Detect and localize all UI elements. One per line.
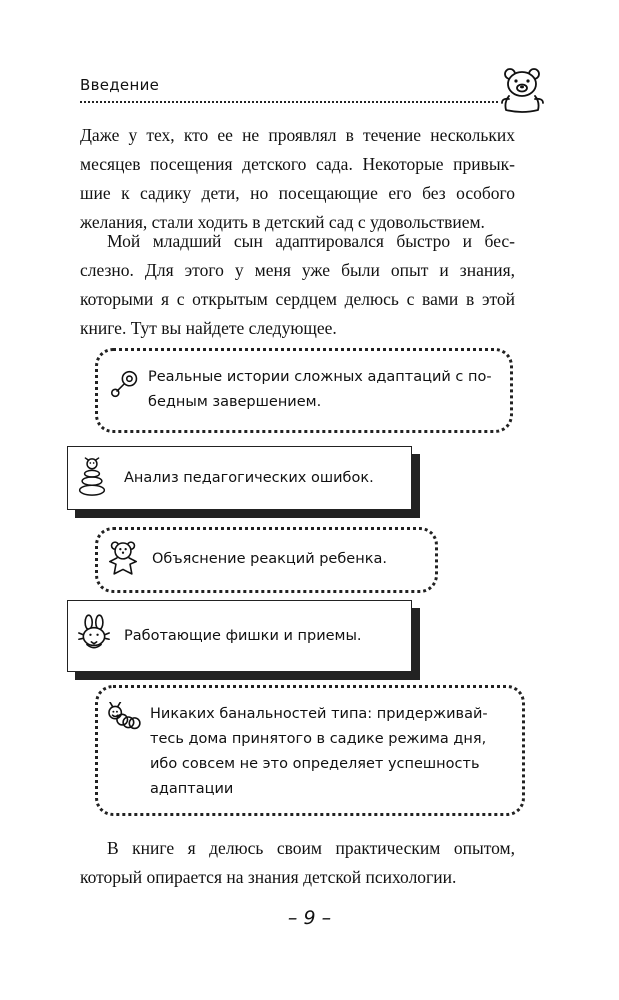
closing-paragraph: В книге я делюсь своим практическим опытом, который опирается на знания детской психологии. [80,838,515,887]
list-item [95,685,525,816]
list-item [67,446,412,510]
intro-paragraph: Мой младший сын адаптировался быстро и бес-слезно. Для этого у меня уже были опыт и знания, которыми я с открытым сердцем делюсь с вами в этой книге. Тут вы найдете следующее. [80,231,515,338]
list-item [95,527,438,593]
bunny-icon [78,613,110,653]
page-number: – 9 – [287,907,332,929]
bear-mascot-icon [500,66,546,114]
list-item [95,348,513,433]
intro-paragraph: Даже у тех, кто ее не проявлял в течение нескольких месяцев посещения детского сада. Некоторые привык-шие к садику дети, но посещающие его без особого желания, стали ходить в детский сад с удовольствием. [80,125,515,232]
teddy-bear-icon [108,538,138,578]
rattle-icon [110,369,140,399]
list-item-text: Анализ педагогических ошибок. [124,470,374,486]
list-item-text: Работающие фишки и приемы. [124,628,362,644]
list-item [67,600,412,672]
caterpillar-icon [106,702,142,732]
running-header-title: Введение [80,76,160,94]
list-item-text: Реальные истории сложных адаптаций с по-бедным завершением. [148,369,492,410]
pyramid-toy-icon [78,455,106,499]
list-item-text: Никаких банальностей типа: придерживай-тесь дома принятого в садике режима дня, ибо совсем не это определяет успешность адаптации [150,706,488,797]
list-item-text: Объяснение реакций ребенка. [152,551,387,567]
header-dotted-rule [80,101,498,103]
